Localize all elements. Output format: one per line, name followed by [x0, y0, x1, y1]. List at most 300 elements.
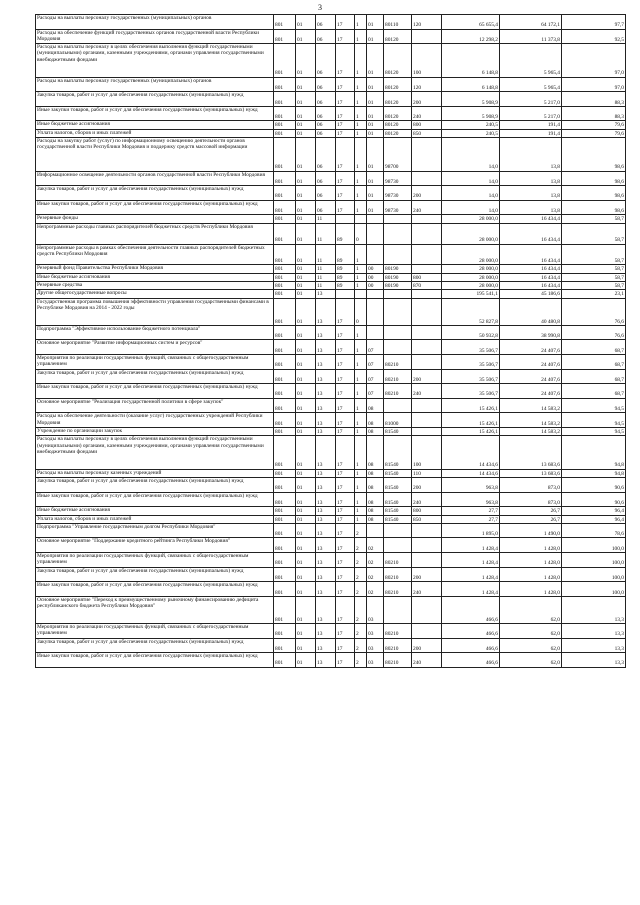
row-name: Резервные средства	[36, 282, 274, 290]
col-program: 17	[336, 436, 355, 470]
table-row	[36, 596, 626, 623]
col-executed: 38 990,8	[500, 325, 562, 340]
col-program: 17	[336, 538, 355, 553]
col-executed: 24 407,6	[500, 354, 562, 369]
col-subprogram: 1	[355, 469, 367, 477]
table-row	[36, 538, 626, 553]
col-executed: 873,0	[500, 492, 562, 507]
col-program: 17	[336, 653, 355, 668]
col-grbs: 801	[274, 77, 296, 92]
col-program: 89	[336, 273, 355, 281]
col-percent: 13,3	[562, 596, 626, 623]
col-executed: 62,0	[500, 623, 562, 638]
col-section: 01	[296, 469, 316, 477]
col-grbs: 801	[274, 623, 296, 638]
col-event: 01	[367, 121, 384, 129]
col-subsection: 06	[316, 106, 336, 121]
col-percent: 58,7	[562, 273, 626, 281]
col-subprogram: 1	[355, 507, 367, 515]
col-percent: 94,5	[562, 427, 626, 435]
col-subsection: 13	[316, 436, 336, 470]
table-row	[36, 200, 626, 215]
col-subprogram: 0	[355, 298, 367, 325]
row-name: Иные закупки товаров, работ и услуг для обеспечения государственных (муниципальных) нужд	[36, 492, 274, 507]
col-expense-type: 870	[412, 282, 442, 290]
col-direction: 80120	[384, 129, 412, 137]
col-program: 17	[336, 77, 355, 92]
col-grbs: 801	[274, 354, 296, 369]
col-event: 00	[367, 273, 384, 281]
row-name: Расходы на выплаты персоналу государственных (муниципальных) органов	[36, 15, 274, 30]
row-name: Закупка товаров, работ и услуг для обеспечения государственных (муниципальных) нужд	[36, 478, 274, 493]
col-section: 01	[296, 653, 316, 668]
col-plan: 50 932,8	[442, 325, 500, 340]
col-program: 17	[336, 369, 355, 384]
col-executed: 16 434,4	[500, 282, 562, 290]
col-direction	[384, 538, 412, 553]
row-name: Уплата налогов, сборов и иных платежей	[36, 515, 274, 523]
col-executed: 1 428,0	[500, 567, 562, 582]
col-expense-type	[412, 398, 442, 413]
col-executed: 16 434,4	[500, 244, 562, 265]
col-subprogram: 1	[355, 398, 367, 413]
col-percent: 68,7	[562, 384, 626, 399]
col-plan: 27,7	[442, 515, 500, 523]
col-section: 01	[296, 138, 316, 172]
col-grbs: 801	[274, 398, 296, 413]
col-executed: 5 217,0	[500, 92, 562, 107]
col-expense-type: 800	[412, 121, 442, 129]
col-subprogram: 1	[355, 427, 367, 435]
table-row	[36, 398, 626, 413]
col-executed: 13 683,6	[500, 436, 562, 470]
col-grbs: 801	[274, 200, 296, 215]
col-direction	[384, 223, 412, 244]
col-program: 17	[336, 354, 355, 369]
row-name: Расходы на обеспечение деятельности (оказание услуг) государственных учреждений Республики Мордовия	[36, 413, 274, 428]
col-section: 01	[296, 290, 316, 298]
col-executed: 191,4	[500, 129, 562, 137]
col-section: 01	[296, 436, 316, 470]
col-grbs: 801	[274, 384, 296, 399]
col-grbs: 801	[274, 106, 296, 121]
budget-table-body	[36, 15, 626, 668]
col-executed: 5 217,0	[500, 106, 562, 121]
col-expense-type: 850	[412, 129, 442, 137]
col-subsection: 13	[316, 290, 336, 298]
col-plan: 35 506,7	[442, 340, 500, 355]
col-executed: 5 965,4	[500, 77, 562, 92]
col-subsection: 06	[316, 77, 336, 92]
col-grbs: 801	[274, 436, 296, 470]
col-subsection: 06	[316, 121, 336, 129]
col-program: 17	[336, 298, 355, 325]
col-percent: 94,8	[562, 436, 626, 470]
col-plan: 466,6	[442, 653, 500, 668]
col-direction	[384, 596, 412, 623]
col-section: 01	[296, 171, 316, 186]
col-percent: 94,5	[562, 413, 626, 428]
col-subsection: 13	[316, 413, 336, 428]
col-direction: 81540	[384, 436, 412, 470]
col-grbs: 801	[274, 282, 296, 290]
row-name: Иные бюджетные ассигнования	[36, 121, 274, 129]
col-grbs: 801	[274, 223, 296, 244]
col-expense-type	[412, 538, 442, 553]
table-row	[36, 282, 626, 290]
col-plan: 15 426,1	[442, 413, 500, 428]
table-row	[36, 653, 626, 668]
col-program: 17	[336, 469, 355, 477]
col-grbs: 801	[274, 265, 296, 273]
col-subsection: 11	[316, 244, 336, 265]
col-plan: 1 428,4	[442, 582, 500, 597]
col-plan: 195 541,1	[442, 290, 500, 298]
col-section: 01	[296, 492, 316, 507]
col-expense-type	[412, 596, 442, 623]
col-subsection: 13	[316, 596, 336, 623]
col-expense-type	[412, 427, 442, 435]
col-direction: 81540	[384, 469, 412, 477]
col-percent: 13,3	[562, 623, 626, 638]
table-row	[36, 384, 626, 399]
col-expense-type	[412, 340, 442, 355]
col-section: 01	[296, 200, 316, 215]
table-row	[36, 507, 626, 515]
col-section: 01	[296, 282, 316, 290]
row-name: Расходы на закупку работ (услуг) по информационному освещению деятельности органов государственной власти Республики Мордовия и поддержку средств массовой информации	[36, 138, 274, 172]
col-grbs: 801	[274, 553, 296, 568]
col-event: 01	[367, 77, 384, 92]
col-program: 17	[336, 553, 355, 568]
col-event: 01	[367, 29, 384, 44]
row-name: Учреждение по организации закупок	[36, 427, 274, 435]
col-grbs: 801	[274, 492, 296, 507]
col-expense-type: 240	[412, 492, 442, 507]
col-grbs: 801	[274, 29, 296, 44]
col-percent: 58,7	[562, 265, 626, 273]
col-subsection: 06	[316, 129, 336, 137]
col-event: 02	[367, 553, 384, 568]
col-plan: 35 506,7	[442, 384, 500, 399]
col-subprogram: 1	[355, 186, 367, 201]
col-event: 08	[367, 507, 384, 515]
col-section: 01	[296, 215, 316, 223]
col-event: 08	[367, 413, 384, 428]
row-name: Основное мероприятие "Поддержание кредитного рейтинга Республики Мордовия"	[36, 538, 274, 553]
col-subprogram: 1	[355, 354, 367, 369]
col-percent: 76,6	[562, 298, 626, 325]
col-event: 08	[367, 515, 384, 523]
table-row	[36, 186, 626, 201]
col-executed: 62,0	[500, 653, 562, 668]
col-expense-type	[412, 215, 442, 223]
col-grbs: 801	[274, 507, 296, 515]
col-executed: 16 434,4	[500, 273, 562, 281]
col-plan: 466,6	[442, 623, 500, 638]
page-number: 3	[318, 3, 322, 12]
col-program: 17	[336, 515, 355, 523]
col-section: 01	[296, 582, 316, 597]
col-program: 17	[336, 398, 355, 413]
table-row	[36, 427, 626, 435]
col-subsection: 06	[316, 92, 336, 107]
col-subprogram: 0	[355, 223, 367, 244]
row-name: Расходы на выплаты персоналу в целях обеспечения выполнения функций государственными (муниципальными) органами, казенными учреждениями, органами управления государственными внебюджетными фондами	[36, 436, 274, 470]
col-plan: 14,0	[442, 171, 500, 186]
col-executed: 873,0	[500, 478, 562, 493]
col-section: 01	[296, 507, 316, 515]
table-row	[36, 638, 626, 653]
col-event: 07	[367, 369, 384, 384]
row-name: Закупка товаров, работ и услуг для обеспечения государственных (муниципальных) нужд	[36, 186, 274, 201]
col-program: 17	[336, 106, 355, 121]
row-name: Иные бюджетные ассигнования	[36, 507, 274, 515]
col-subprogram: 2	[355, 596, 367, 623]
row-name: Иные закупки товаров, работ и услуг для обеспечения государственных (муниципальных) нужд	[36, 106, 274, 121]
col-expense-type: 800	[412, 273, 442, 281]
row-name: Государственная программа повышения эффективности управления государственными финансами в Республике Мордовия на 2014 - 2022 годы	[36, 298, 274, 325]
col-direction: 80210	[384, 354, 412, 369]
col-plan: 28 000,0	[442, 282, 500, 290]
col-subprogram: 2	[355, 523, 367, 538]
col-subsection: 11	[316, 223, 336, 244]
col-program: 17	[336, 44, 355, 78]
col-subprogram: 1	[355, 29, 367, 44]
row-name: Иные бюджетные ассигнования	[36, 273, 274, 281]
col-grbs: 801	[274, 596, 296, 623]
col-event: 08	[367, 478, 384, 493]
col-direction: 80210	[384, 582, 412, 597]
col-program: 17	[336, 129, 355, 137]
col-direction: 80120	[384, 29, 412, 44]
col-executed: 13,8	[500, 171, 562, 186]
col-direction: 80210	[384, 623, 412, 638]
col-percent: 23,1	[562, 290, 626, 298]
col-program: 17	[336, 492, 355, 507]
col-expense-type	[412, 325, 442, 340]
col-section: 01	[296, 340, 316, 355]
col-program: 17	[336, 638, 355, 653]
col-grbs: 801	[274, 523, 296, 538]
row-name: Основное мероприятие "Реализация государственной политики в сфере закупок"	[36, 398, 274, 413]
col-program: 17	[336, 15, 355, 30]
row-name: Резервный фонд Правительства Республики Мордовия	[36, 265, 274, 273]
col-grbs: 801	[274, 273, 296, 281]
col-direction: 80120	[384, 92, 412, 107]
col-subsection: 13	[316, 582, 336, 597]
col-direction: 81540	[384, 492, 412, 507]
col-expense-type: 200	[412, 186, 442, 201]
col-subprogram: 1	[355, 384, 367, 399]
col-expense-type: 240	[412, 200, 442, 215]
col-direction	[384, 340, 412, 355]
col-section: 01	[296, 567, 316, 582]
col-event	[367, 290, 384, 298]
col-subprogram: 1	[355, 413, 367, 428]
col-executed: 1 428,0	[500, 582, 562, 597]
col-grbs: 801	[274, 413, 296, 428]
col-subprogram: 1	[355, 92, 367, 107]
col-section: 01	[296, 596, 316, 623]
col-subsection: 13	[316, 369, 336, 384]
col-subsection: 11	[316, 265, 336, 273]
col-executed: 24 407,6	[500, 384, 562, 399]
col-grbs: 801	[274, 567, 296, 582]
table-row	[36, 492, 626, 507]
col-section: 01	[296, 638, 316, 653]
table-row	[36, 515, 626, 523]
row-name: Непрограммные расходы главных распорядителей бюджетных средств Республики Мордовия	[36, 223, 274, 244]
col-percent: 90,6	[562, 478, 626, 493]
col-subsection: 13	[316, 478, 336, 493]
col-direction	[384, 398, 412, 413]
col-event	[367, 223, 384, 244]
col-event: 00	[367, 282, 384, 290]
col-section: 01	[296, 384, 316, 399]
col-expense-type: 850	[412, 515, 442, 523]
col-percent: 94,8	[562, 469, 626, 477]
col-event: 03	[367, 653, 384, 668]
col-subsection: 13	[316, 384, 336, 399]
col-expense-type: 240	[412, 384, 442, 399]
col-plan: 240,5	[442, 121, 500, 129]
col-event: 03	[367, 596, 384, 623]
col-percent: 58,7	[562, 282, 626, 290]
col-subsection: 13	[316, 354, 336, 369]
col-direction: 80190	[384, 265, 412, 273]
col-executed: 14 583,2	[500, 413, 562, 428]
col-subsection: 06	[316, 15, 336, 30]
row-name: Иные закупки товаров, работ и услуг для обеспечения государственных (муниципальных) нужд	[36, 200, 274, 215]
col-percent: 98,6	[562, 186, 626, 201]
col-expense-type: 240	[412, 653, 442, 668]
col-plan: 1 895,0	[442, 523, 500, 538]
col-plan: 65 655,4	[442, 15, 500, 30]
col-executed: 24 407,6	[500, 340, 562, 355]
table-row	[36, 523, 626, 538]
table-row	[36, 265, 626, 273]
table-row	[36, 469, 626, 477]
col-subprogram: 1	[355, 436, 367, 470]
col-percent: 58,7	[562, 215, 626, 223]
col-subprogram: 1	[355, 244, 367, 265]
row-name: Мероприятия по реализации государственных функций, связанных с общегосударственным управлением	[36, 623, 274, 638]
col-program: 17	[336, 427, 355, 435]
table-row	[36, 138, 626, 172]
col-expense-type	[412, 290, 442, 298]
col-executed: 62,0	[500, 638, 562, 653]
col-section: 01	[296, 44, 316, 78]
col-section: 01	[296, 186, 316, 201]
col-plan: 14 434,6	[442, 469, 500, 477]
col-percent: 78,6	[562, 523, 626, 538]
col-executed: 14 583,2	[500, 398, 562, 413]
col-section: 01	[296, 77, 316, 92]
col-plan: 1 428,4	[442, 553, 500, 568]
col-percent: 97,7	[562, 15, 626, 30]
col-percent: 100,0	[562, 538, 626, 553]
col-event: 03	[367, 638, 384, 653]
table-row	[36, 121, 626, 129]
col-section: 01	[296, 265, 316, 273]
col-section: 01	[296, 244, 316, 265]
table-row	[36, 582, 626, 597]
row-name: Мероприятия по реализации государственных функций, связанных с общегосударственным управлением	[36, 354, 274, 369]
col-grbs: 801	[274, 478, 296, 493]
col-subprogram: 2	[355, 638, 367, 653]
table-row	[36, 29, 626, 44]
col-section: 01	[296, 121, 316, 129]
col-plan: 35 506,7	[442, 354, 500, 369]
col-subsection: 13	[316, 523, 336, 538]
col-event: 07	[367, 354, 384, 369]
col-section: 01	[296, 223, 316, 244]
col-event: 02	[367, 582, 384, 597]
col-plan: 963,8	[442, 492, 500, 507]
col-subsection: 13	[316, 340, 336, 355]
col-grbs: 801	[274, 638, 296, 653]
table-row	[36, 413, 626, 428]
col-subprogram: 2	[355, 623, 367, 638]
table-row	[36, 92, 626, 107]
col-expense-type	[412, 523, 442, 538]
row-name: Закупка товаров, работ и услуг для обеспечения государственных (муниципальных) нужд	[36, 92, 274, 107]
col-percent: 58,7	[562, 223, 626, 244]
col-event	[367, 298, 384, 325]
col-subsection: 06	[316, 186, 336, 201]
col-executed: 1 428,0	[500, 553, 562, 568]
table-row	[36, 223, 626, 244]
col-percent: 92,5	[562, 29, 626, 44]
row-name: Расходы на обеспечение функций государственных органов государственной власти Республики Мордовия	[36, 29, 274, 44]
col-direction	[384, 523, 412, 538]
col-subprogram: 1	[355, 138, 367, 172]
col-subprogram: 1	[355, 325, 367, 340]
col-subprogram: 2	[355, 553, 367, 568]
col-plan: 1 428,4	[442, 567, 500, 582]
col-grbs: 801	[274, 129, 296, 137]
col-section: 01	[296, 298, 316, 325]
col-plan: 15 426,1	[442, 427, 500, 435]
col-program: 89	[336, 244, 355, 265]
col-expense-type	[412, 623, 442, 638]
col-percent: 97,0	[562, 77, 626, 92]
budget-table	[35, 14, 626, 668]
col-expense-type: 240	[412, 106, 442, 121]
col-expense-type: 120	[412, 77, 442, 92]
col-percent: 79,6	[562, 129, 626, 137]
col-plan: 466,6	[442, 638, 500, 653]
col-program	[336, 215, 355, 223]
col-event: 01	[367, 171, 384, 186]
col-direction: 80210	[384, 384, 412, 399]
row-name: Закупка товаров, работ и услуг для обеспечения государственных (муниципальных) нужд	[36, 638, 274, 653]
col-subsection: 13	[316, 325, 336, 340]
table-row	[36, 244, 626, 265]
col-expense-type	[412, 244, 442, 265]
col-program: 17	[336, 582, 355, 597]
col-expense-type	[412, 413, 442, 428]
col-direction	[384, 215, 412, 223]
col-executed: 14 583,2	[500, 427, 562, 435]
col-percent: 88,3	[562, 106, 626, 121]
col-direction: 98700	[384, 138, 412, 172]
col-plan: 14,0	[442, 138, 500, 172]
col-event: 01	[367, 200, 384, 215]
col-section: 01	[296, 129, 316, 137]
col-expense-type: 100	[412, 436, 442, 470]
